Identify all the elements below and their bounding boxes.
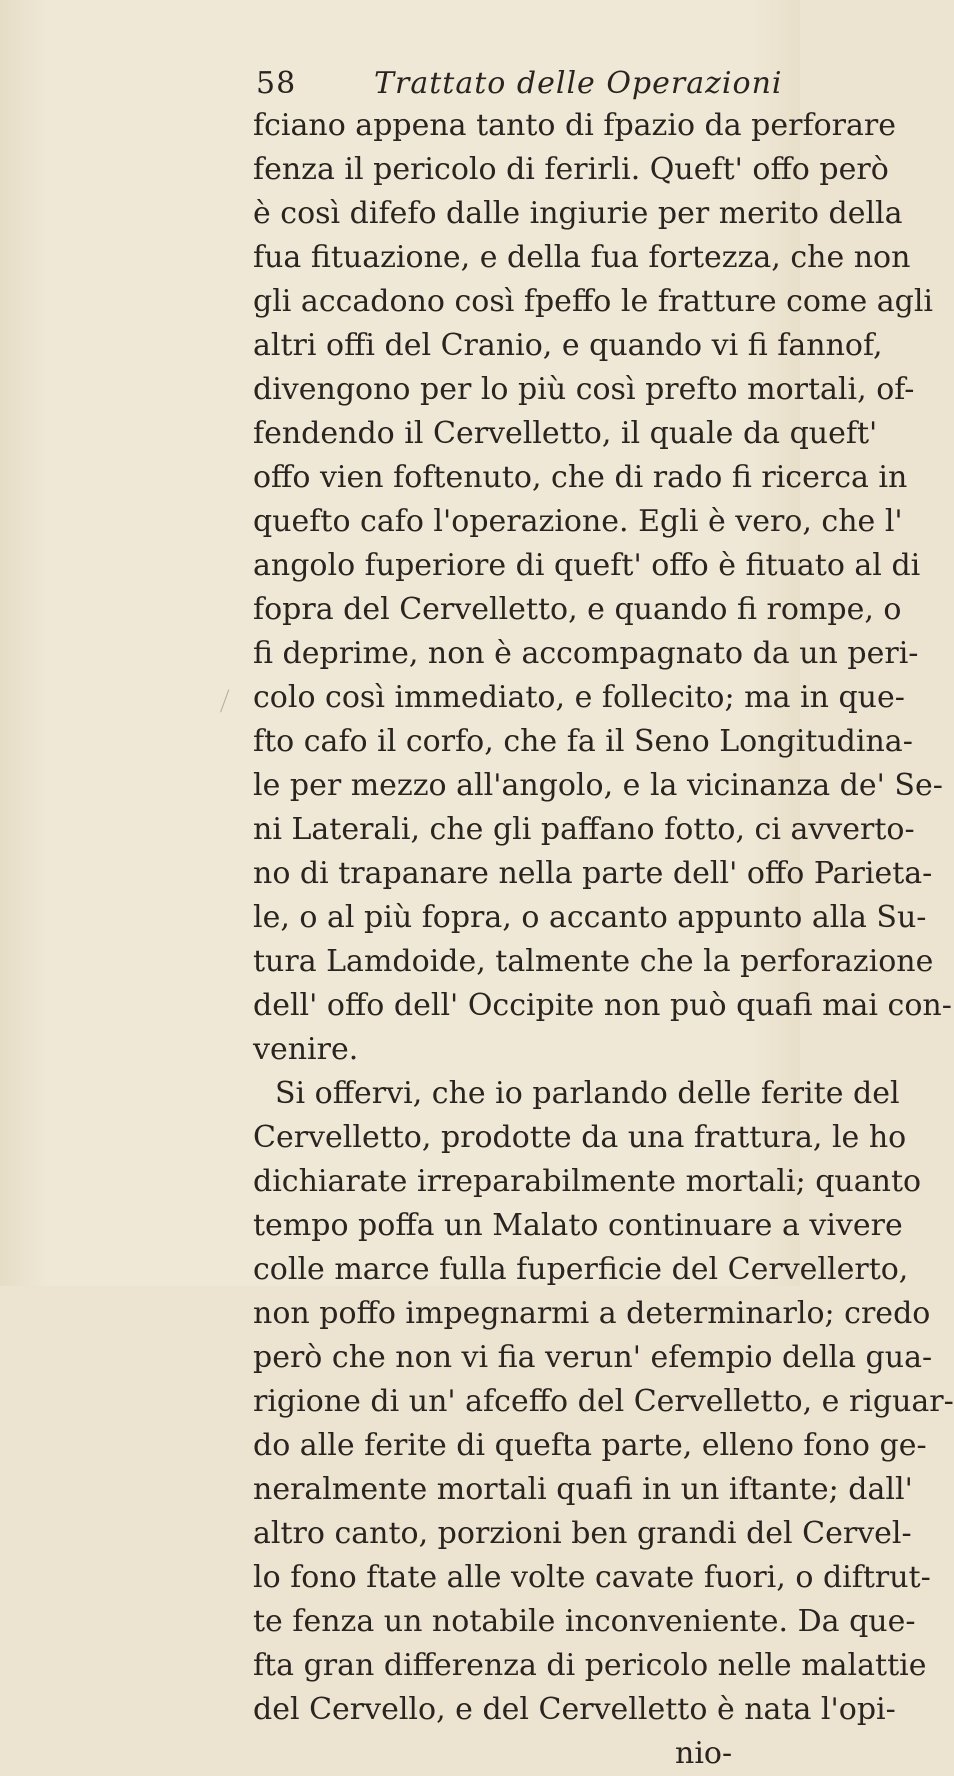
text-line: tura Lamdoide, talmente che la perforazione	[253, 944, 934, 979]
catchword: nio-	[675, 1736, 733, 1771]
text-line: fciano appena tanto di fpazio da perforare	[253, 108, 896, 143]
text-line: quefto cafo l'operazione. Egli è vero, che l'	[253, 504, 903, 539]
text-line: te fenza un notabile inconveniente. Da que-	[253, 1604, 916, 1639]
text-line: fenza il pericolo di ferirli. Queft' offo però	[253, 152, 889, 187]
text-line: altro canto, porzioni ben grandi del Cervel-	[253, 1516, 912, 1551]
text-line: no di trapanare nella parte dell' offo Parieta-	[253, 856, 933, 891]
text-line: Si offervi, che io parlando delle ferite del	[275, 1076, 900, 1111]
text-line: del Cervello, e del Cervelletto è nata l'opi-	[253, 1692, 896, 1727]
text-line: dell' offo dell' Occipite non può quafi mai con-	[253, 988, 952, 1023]
text-line: fopra del Cervelletto, e quando fi rompe, o	[253, 592, 902, 627]
text-line: le, o al più fopra, o accanto appunto alla Su-	[253, 900, 927, 935]
text-line: do alle ferite di quefta parte, elleno fono ge-	[253, 1428, 927, 1463]
text-line: angolo fuperiore di queft' offo è fituato al di	[253, 548, 921, 583]
text-line: però che non vi fia verun' efempio della gua-	[253, 1340, 933, 1375]
text-line: è così difefo dalle ingiurie per merito della	[253, 196, 903, 231]
text-line: fta gran differenza di pericolo nelle malattie	[253, 1648, 927, 1683]
margin-pen-mark	[220, 690, 235, 715]
text-line: colle marce fulla fuperficie del Cervellerto,	[253, 1252, 909, 1287]
text-line: lo fono ftate alle volte cavate fuori, o diftrut-	[253, 1560, 931, 1595]
text-line: Cervelletto, prodotte da una frattura, le ho	[253, 1120, 907, 1155]
page-number: 58	[256, 66, 297, 101]
text-line: tempo poffa un Malato continuare a vivere	[253, 1208, 903, 1243]
text-line: offo vien foftenuto, che di rado fi ricerca in	[253, 460, 908, 495]
text-line: neralmente mortali quafi in un iftante; dall'	[253, 1472, 913, 1507]
text-line: gli accadono così fpeffo le fratture come agli	[253, 284, 934, 319]
text-line: rigione di un' afceffo del Cervelletto, e riguar-	[253, 1384, 954, 1419]
text-line: colo così immediato, e follecito; ma in que-	[253, 680, 905, 715]
text-line: non poffo impegnarmi a determinarlo; credo	[253, 1296, 931, 1331]
text-line: venire.	[253, 1032, 359, 1067]
text-line: dichiarate irreparabilmente mortali; quanto	[253, 1164, 922, 1199]
text-line: fi deprime, non è accompagnato da un peri-	[253, 636, 919, 671]
text-line: le per mezzo all'angolo, e la vicinanza de' Se-	[253, 768, 943, 803]
page-header	[0, 66, 800, 106]
text-line: fua fituazione, e della fua fortezza, che non	[253, 240, 911, 275]
text-line: divengono per lo più così prefto mortali, of-	[253, 372, 915, 407]
text-line: fto cafo il corfo, che fa il Seno Longitudina-	[253, 724, 913, 759]
text-line: ni Laterali, che gli paffano fotto, ci avverto-	[253, 812, 915, 847]
running-title: Trattato delle Operazioni	[374, 66, 783, 101]
text-line: fendendo il Cervelletto, il quale da queft'	[253, 416, 878, 451]
text-line: altri offi del Cranio, e quando vi fi fannof,	[253, 328, 883, 363]
